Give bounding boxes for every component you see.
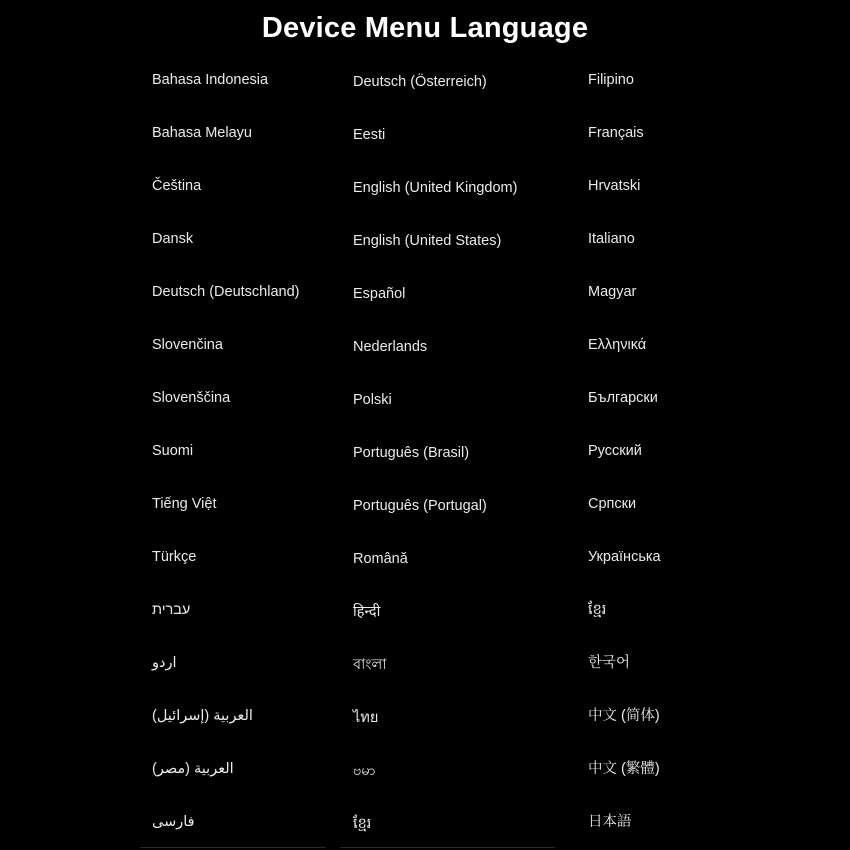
language-option[interactable]: Português (Brasil) bbox=[353, 445, 470, 461]
language-option[interactable]: Русский bbox=[588, 443, 642, 459]
language-option[interactable]: Filipino bbox=[588, 72, 634, 88]
language-option[interactable]: فارسی bbox=[152, 814, 195, 830]
language-option[interactable]: বাংলা bbox=[353, 657, 387, 673]
language-option[interactable]: Slovenčina bbox=[152, 337, 223, 353]
language-option[interactable]: Српски bbox=[588, 496, 637, 512]
language-option[interactable]: Deutsch (Österreich) bbox=[353, 74, 487, 90]
language-option[interactable]: Українська bbox=[588, 549, 661, 565]
language-option[interactable]: Eesti bbox=[353, 127, 386, 143]
language-column-2 bbox=[353, 60, 583, 850]
language-option[interactable]: हिन्दी bbox=[353, 604, 381, 620]
language-option[interactable]: Bahasa Melayu bbox=[152, 125, 252, 141]
language-option[interactable]: ខ្មែរ bbox=[353, 816, 372, 832]
language-option[interactable]: اردو bbox=[152, 655, 177, 671]
language-option[interactable]: English (United Kingdom) bbox=[353, 180, 518, 196]
language-option[interactable]: עברית bbox=[152, 602, 191, 618]
divider bbox=[340, 847, 555, 848]
language-option[interactable]: Ελληνικά bbox=[588, 337, 647, 353]
language-option[interactable]: العربية (مصر) bbox=[152, 761, 234, 777]
language-option[interactable]: العربية (إسرائيل) bbox=[152, 708, 253, 724]
language-option[interactable]: Français bbox=[588, 125, 644, 141]
language-option[interactable]: Bahasa Indonesia bbox=[152, 72, 269, 88]
language-option[interactable]: Slovenščina bbox=[152, 390, 231, 406]
language-option[interactable]: 한국어 bbox=[588, 655, 631, 671]
language-option[interactable]: Deutsch (Deutschland) bbox=[152, 284, 300, 300]
language-option[interactable]: Suomi bbox=[152, 443, 194, 459]
language-option[interactable]: Dansk bbox=[152, 231, 194, 247]
language-option[interactable]: 日本語 bbox=[588, 814, 632, 830]
divider bbox=[140, 847, 325, 848]
language-option[interactable]: Română bbox=[353, 551, 408, 567]
language-option[interactable]: ไทย bbox=[353, 710, 379, 726]
language-option[interactable]: Tiếng Việt bbox=[152, 496, 217, 512]
language-option[interactable]: Español bbox=[353, 286, 406, 302]
language-option[interactable]: Polski bbox=[353, 392, 392, 408]
language-option[interactable]: ខ្មែរ bbox=[588, 602, 607, 618]
page-title: Device Menu Language bbox=[261, 12, 589, 44]
language-option[interactable]: ဗမာ bbox=[353, 763, 376, 779]
language-column-3 bbox=[588, 60, 788, 850]
language-option[interactable]: 中文 (简体) bbox=[588, 708, 660, 724]
language-option[interactable]: 中文 (繁體) bbox=[588, 761, 660, 777]
language-option[interactable]: Italiano bbox=[588, 231, 635, 247]
language-option[interactable]: Magyar bbox=[588, 284, 637, 300]
language-option[interactable]: Nederlands bbox=[353, 339, 428, 355]
language-option[interactable]: Português (Portugal) bbox=[353, 498, 487, 514]
language-option[interactable]: English (United States) bbox=[353, 233, 502, 249]
language-column-1 bbox=[152, 60, 342, 850]
language-option[interactable]: Hrvatski bbox=[588, 178, 641, 194]
language-option[interactable]: Čeština bbox=[152, 178, 202, 194]
language-list bbox=[0, 60, 850, 850]
language-option[interactable]: Български bbox=[588, 390, 658, 406]
language-option[interactable]: Türkçe bbox=[152, 549, 197, 565]
